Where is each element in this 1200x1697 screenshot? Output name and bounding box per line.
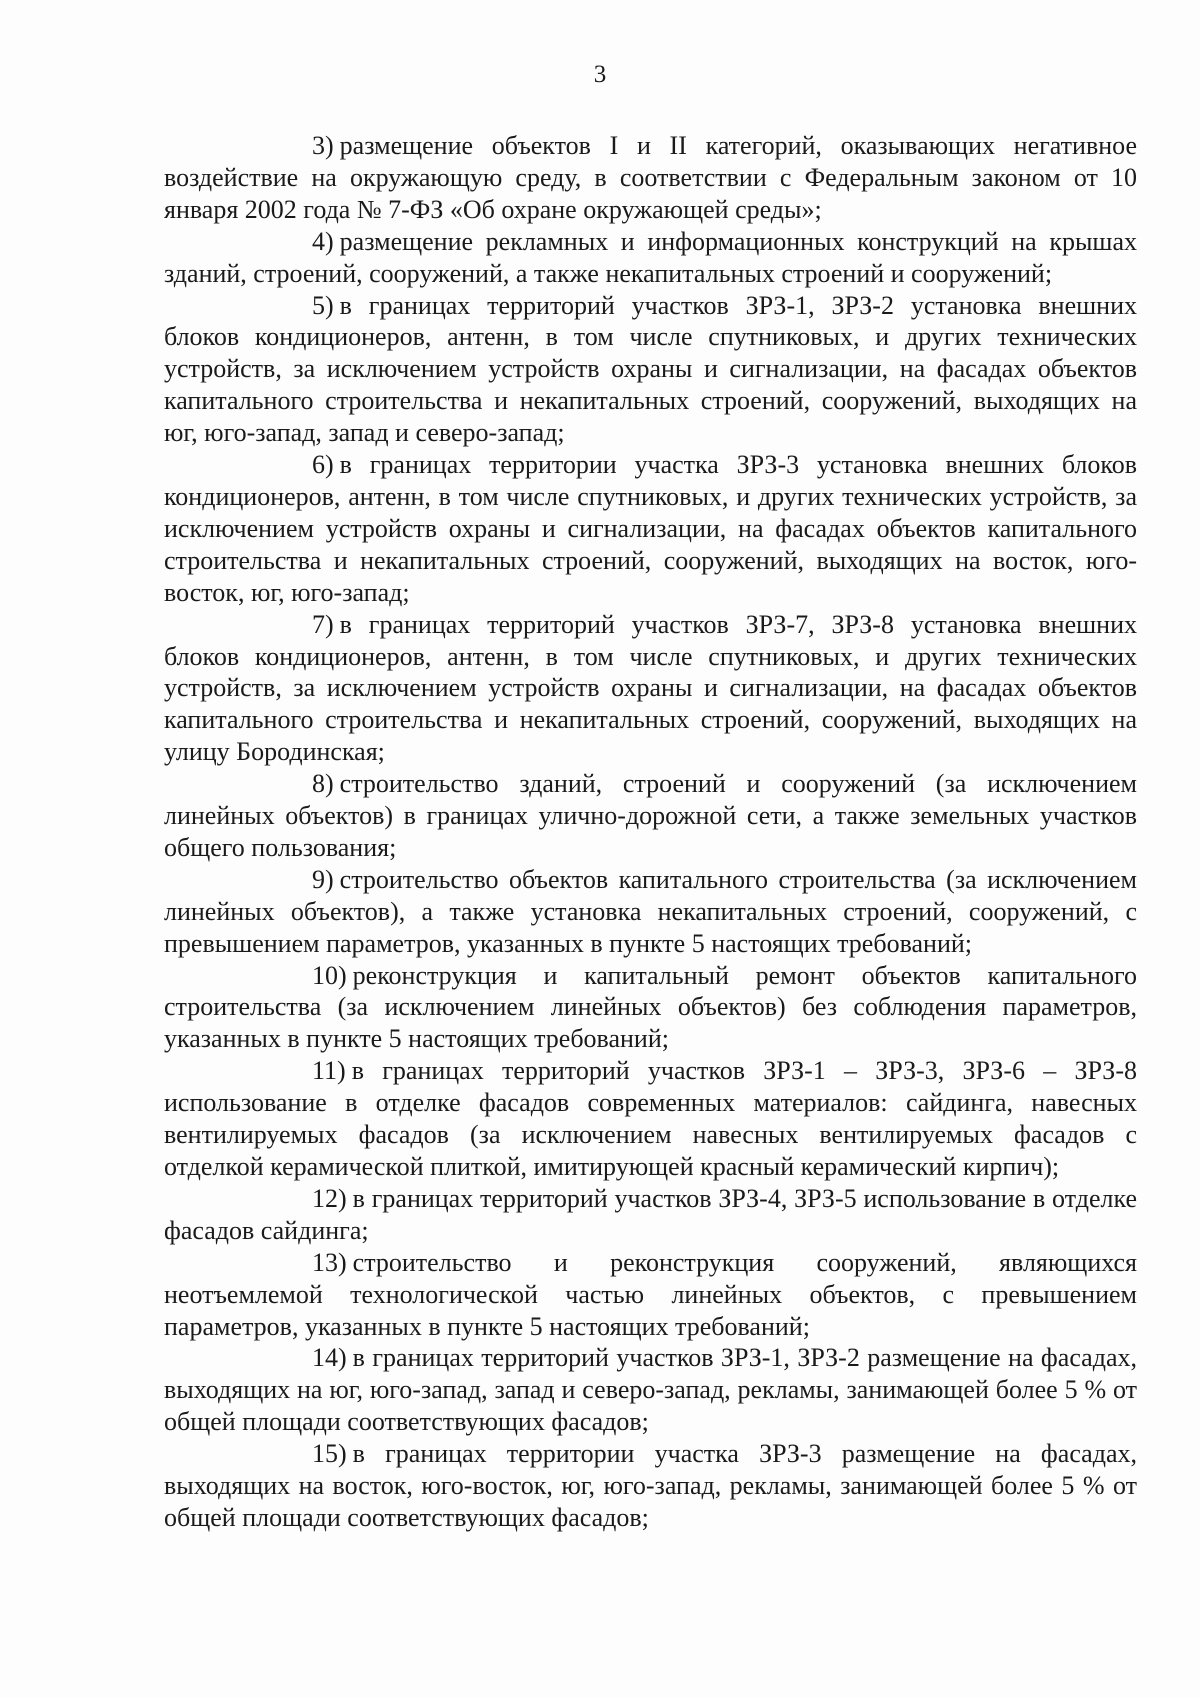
list-item [164, 1055, 1137, 1183]
list-item [164, 609, 1137, 769]
list-item [164, 1183, 1137, 1247]
item-number: 15) [312, 1439, 347, 1469]
list-item [164, 290, 1137, 450]
item-text: размещение рекламных и информационных конструкций на крышах зданий, строений, сооружений, а также некапитальных строений и сооружений; [164, 226, 1137, 288]
list-item [164, 1438, 1137, 1534]
item-number: 10) [312, 960, 347, 990]
item-number: 3) [312, 131, 334, 160]
item-text: в границах территории участка ЗРЗ-3 установка внешних блоков кондиционеров, антенн, в том числе спутниковых, и других технических устройств, за исключением устройств охраны и сигнализации, на фасадах объектов капитального строительства и некапитальных строений, сооружений, выходящих на восток, юго-восток, юг, юго-запад; [164, 450, 1137, 607]
item-text: строительство и реконструкция сооружений, являющихся неотъемлемой технологической частью линейных объектов, с превышением параметров, указанных в пункте 5 настоящих требований; [164, 1247, 1137, 1341]
item-text: в границах территорий участков ЗРЗ-4, ЗРЗ-5 использование в отделке фасадов сайдинга; [164, 1183, 1137, 1245]
item-text: в границах территорий участков ЗРЗ-1, ЗРЗ-2 установка внешних блоков кондиционеров, антенн, в том числе спутниковых, и других технических устройств, за исключением устройств охраны и сигнализации, на фасадах объектов капитального строительства и некапитальных строений, сооружений, выходящих на юг, юго-запад, запад и северо-запад; [164, 290, 1137, 448]
page-number: 3 [593, 61, 607, 88]
item-text: строительство объектов капитального строительства (за исключением линейных объектов), а также установка некапитальных строений, сооружений, с превышением параметров, указанных в пункте 5 настоящих требований; [164, 864, 1137, 958]
item-text: размещение объектов I и II категорий, оказывающих негативное воздействие на окружающую среду, в соответствии с Федеральным законом от 10 января 2002 года № 7-ФЗ «Об охране окружающей среды»; [164, 131, 1137, 224]
item-number: 14) [312, 1343, 347, 1373]
list-item [164, 130, 1137, 226]
item-text: реконструкция и капитальный ремонт объектов капитального строительства (за исключением линейных объектов) без соблюдения параметров, указанных в пункте 5 настоящих требований; [164, 960, 1137, 1054]
item-number: 5) [312, 290, 334, 320]
item-number: 4) [312, 226, 334, 256]
item-text: строительство зданий, строений и сооружений (за исключением линейных объектов) в границах улично-дорожной сети, а также земельных участков общего пользования; [164, 769, 1137, 862]
list-item [164, 1247, 1137, 1343]
prohibitions-list [164, 130, 1137, 1534]
item-number: 13) [312, 1247, 347, 1277]
item-number: 9) [312, 864, 334, 894]
item-text: в границах территорий участков ЗРЗ-7, ЗРЗ-8 установка внешних блоков кондиционеров, антенн, в том числе спутниковых, и других технических устройств, за исключением устройств охраны и сигнализации, на фасадах объектов капитального строительства и некапитальных строений, сооружений, выходящих на улицу Бородинская; [164, 609, 1137, 767]
list-item [164, 768, 1137, 864]
list-item [164, 226, 1137, 290]
item-text: в границах территорий участков ЗРЗ-1, ЗРЗ-2 размещение на фасадах, выходящих на юг, юго-запад, запад и северо-запад, рекламы, занимающей более 5 % от общей площади соответствующих фасадов; [164, 1343, 1137, 1437]
item-number: 7) [312, 609, 334, 639]
item-number: 6) [312, 450, 334, 480]
item-number: 11) [312, 1056, 346, 1086]
list-item [164, 1342, 1137, 1438]
item-text: в границах территорий участков ЗРЗ-1 – ЗРЗ-3, ЗРЗ-6 – ЗРЗ-8 использование в отделке фасадов современных материалов: сайдинга, навесных вентилируемых фасадов (за исключением навесных вентилируемых фасадов с отделкой керамической плиткой, имитирующей красный керамический кирпич); [164, 1056, 1137, 1181]
list-item [164, 864, 1137, 960]
item-number: 12) [312, 1183, 347, 1213]
list-item [164, 449, 1137, 609]
item-number: 8) [312, 769, 334, 799]
list-item [164, 960, 1137, 1056]
item-text: в границах территории участка ЗРЗ-3 размещение на фасадах, выходящих на восток, юго-восток, юг, юго-запад, рекламы, занимающей более 5 % от общей площади соответствующих фасадов; [164, 1439, 1137, 1532]
